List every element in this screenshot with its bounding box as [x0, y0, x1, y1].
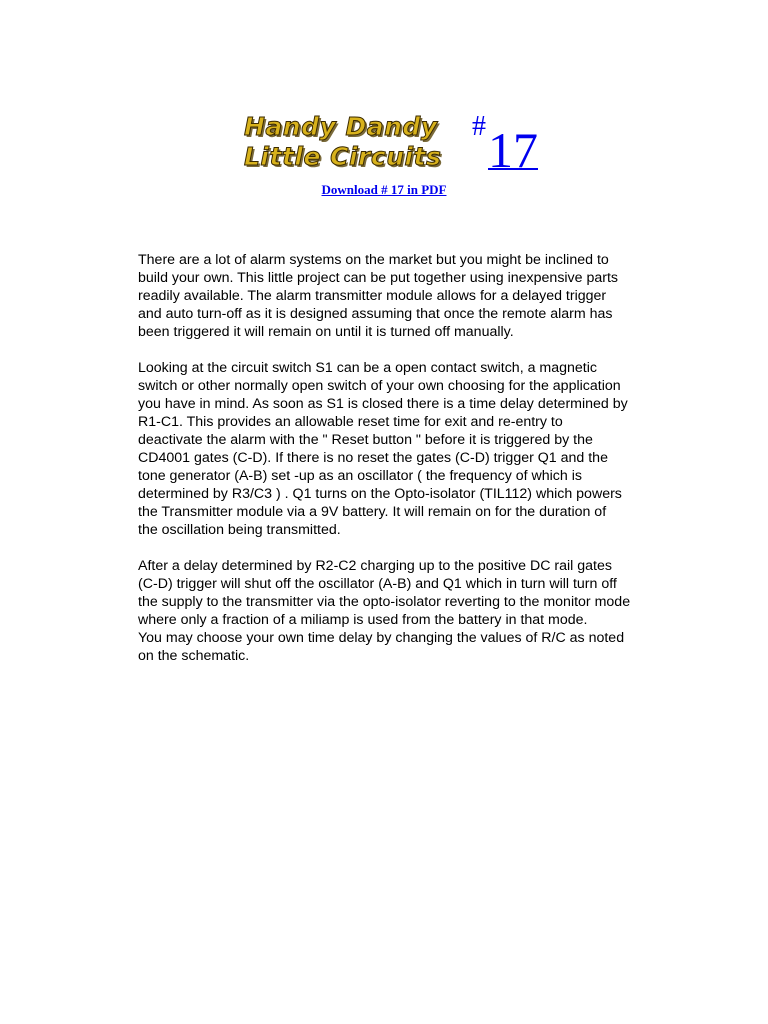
logo-line-1: Handy Dandy: [244, 112, 438, 141]
download-link-row: [0, 181, 768, 199]
paragraph-delay-description: After a delay determined by R2-C2 charging up to the positive DC rail gates (C-D) trigger will shut off the oscillator (A-B) and Q1 which in turn will turn off the supply to the transmitter via the opto-isolator reverting to the monitor mode where only a fraction of a miliamp is used from the battery in that mode. You may choose your own time delay by changing the values of R/C as noted on the schematic.: [138, 558, 631, 664]
paragraph-circuit-description: Looking at the circuit switch S1 can be a open contact switch, a magnetic switch or other normally open switch of your own choosing for the application you have in mind. As soon as S1 is closed there is a time delay determined by R1-C1. This provides an allowable reset time for exit and re-entry to deactivate the alarm with the " Reset button " before it is triggered by the CD4001 gates (C-D). If there is no reset the gates (C-D) trigger Q1 and the tone generator (A-B) set -up as an oscillator ( the frequency of which is determined by R3/C3 ) . Q1 turns on the Opto-isolator (TIL112) which powers the Transmitter module via a 9V battery. It will remain on for the duration of the oscillation being transmitted.: [138, 360, 628, 538]
paragraph-intro: There are a lot of alarm systems on the market but you might be inclined to build your own. This little project can be put together using inexpensive parts readily available. The alarm transmitter module allows for a delayed trigger and auto turn-off as it is designed assuming that once the remote alarm has been triggered it will remain on until it is turned off manually.: [138, 252, 619, 340]
logo-line-2: Little Circuits: [244, 142, 442, 171]
issue-number[interactable]: 17: [488, 122, 538, 178]
download-pdf-link[interactable]: Download # 17 in PDF: [321, 182, 447, 197]
issue-hash: #: [472, 111, 486, 142]
handy-dandy-logo: [244, 112, 464, 178]
article-body: [138, 251, 678, 683]
